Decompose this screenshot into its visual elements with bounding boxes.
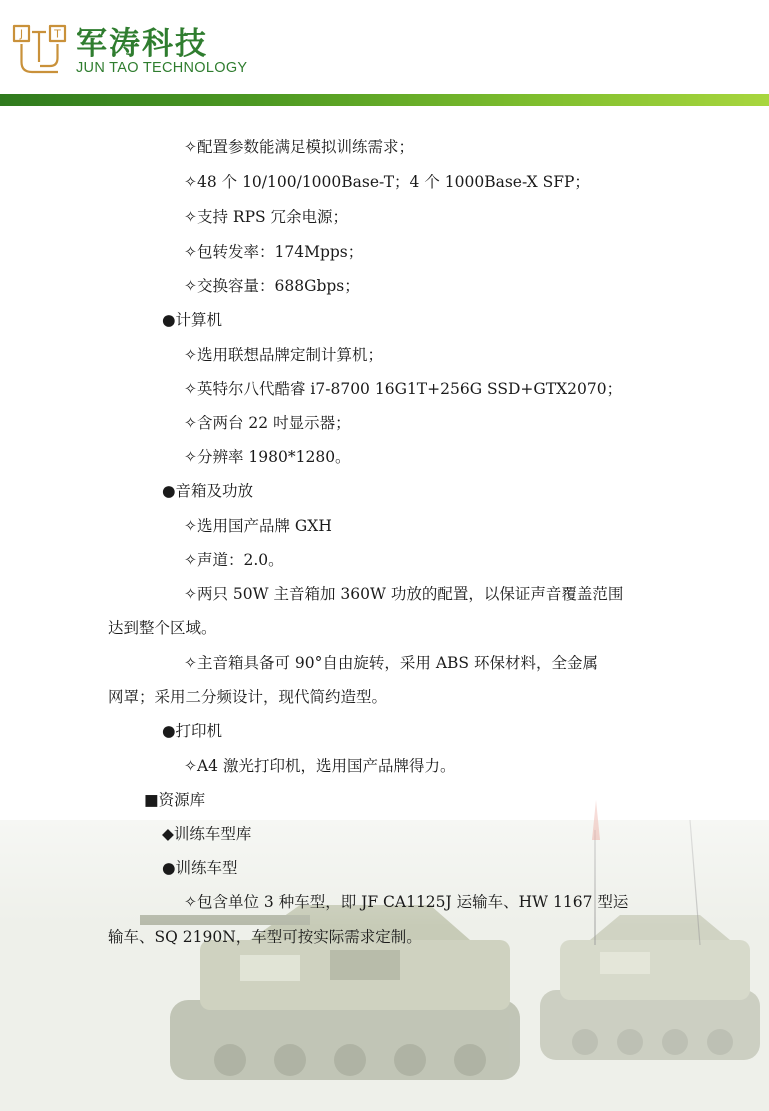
chapter-heading: ■资源库: [144, 791, 206, 809]
brand-name-en: JUN TAO TECHNOLOGY: [76, 60, 248, 76]
subsection-heading: ◆训练车型库: [162, 825, 252, 843]
spec-line: ✧选用国产品牌 GXH: [184, 517, 332, 535]
spec-line: ✧交换容量：688Gbps；: [184, 277, 360, 295]
section-heading: ●训练车型: [162, 859, 238, 877]
spec-line-continued: 网罩；采用二分频设计，现代简约造型。: [108, 688, 388, 706]
spec-line: ✧含两台 22 吋显示器；: [184, 414, 351, 432]
spec-line: ✧配置参数能满足模拟训练需求；: [184, 138, 414, 156]
spec-line: ✧包含单位 3 种车型，即 JF CA1125J 运输车、HW 1167 型运: [184, 893, 629, 911]
section-heading: ●计算机: [162, 311, 223, 329]
spec-line: ✧分辨率 1980*1280。: [184, 448, 351, 466]
spec-line: ✧两只 50W 主音箱加 360W 功放的配置，以保证声音覆盖范围: [184, 585, 624, 603]
spec-line: ✧声道：2.0。: [184, 551, 284, 569]
logo-letter-j: J: [19, 27, 24, 41]
spec-line: ✧英特尔八代酷睿 i7-8700 16G1T+256G SSD+GTX2070；: [184, 380, 623, 398]
logo-letter-t: T: [54, 27, 61, 41]
spec-line: ✧选用联想品牌定制计算机；: [184, 346, 383, 364]
spec-line: ✧包转发率：174Mpps；: [184, 243, 364, 261]
brand-name-cn: 军涛科技: [76, 26, 208, 62]
spec-line-continued: 输车、SQ 2190N，车型可按实际需求定制。: [108, 928, 422, 946]
spec-line-continued: 达到整个区域。: [108, 619, 217, 637]
spec-line: ✧主音箱具备可 90°自由旋转，采用 ABS 环保材料，全金属: [184, 654, 598, 672]
section-heading: ●打印机: [162, 722, 223, 740]
spec-line: ✧支持 RPS 冗余电源；: [184, 208, 349, 226]
section-heading: ●音箱及功放: [162, 482, 254, 500]
spec-line: ✧A4 激光打印机，选用国产品牌得力。: [184, 757, 456, 775]
spec-line: ✧48 个 10/100/1000Base-T；4 个 1000Base-X SFP；: [184, 173, 590, 191]
